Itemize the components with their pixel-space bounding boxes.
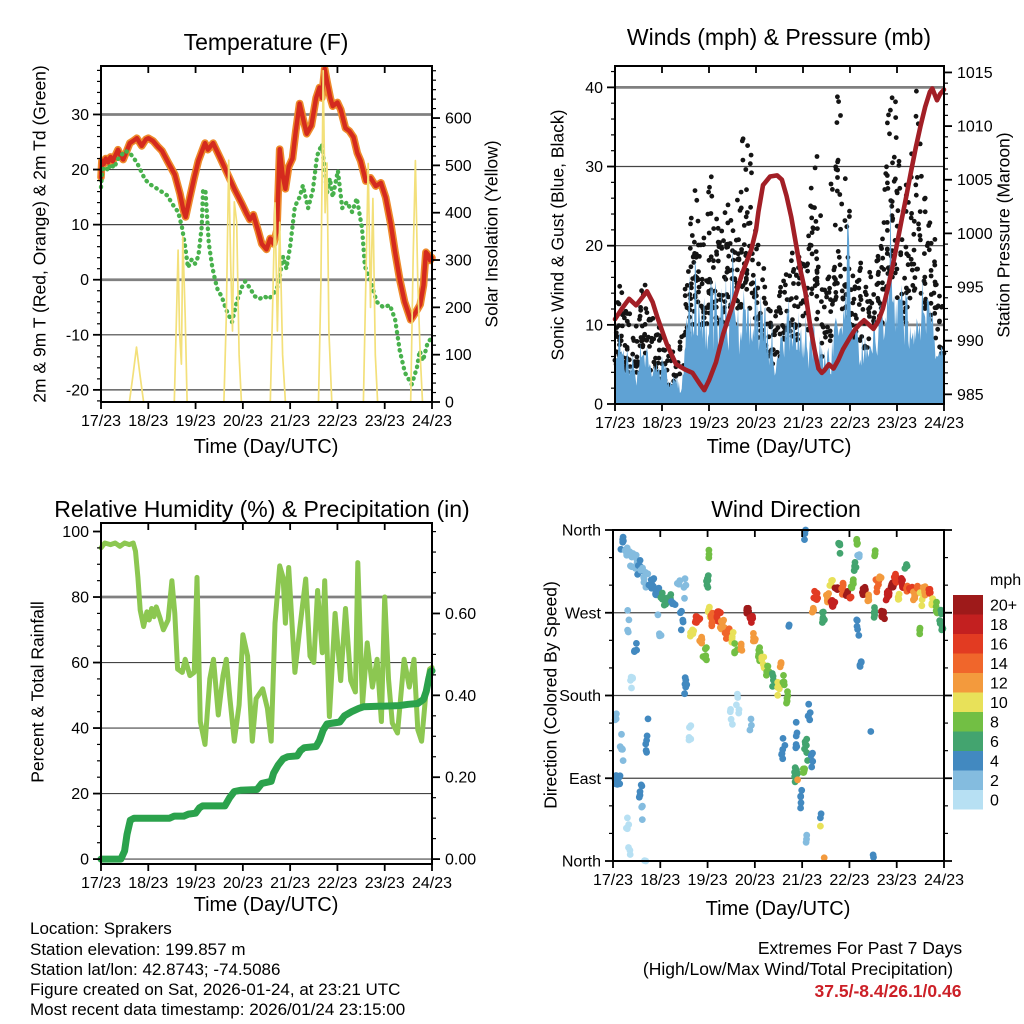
humidity-ylabel-left: Percent & Total Rainfall — [27, 601, 48, 783]
svg-text:40: 40 — [585, 79, 603, 97]
svg-text:600: 600 — [445, 110, 472, 128]
svg-text:-10: -10 — [65, 327, 89, 345]
svg-text:22/23: 22/23 — [829, 415, 871, 432]
svg-text:100: 100 — [445, 347, 472, 365]
winds-ylabel-left: Sonic Wind & Gust (Blue, Black) — [547, 109, 568, 361]
extremes-subtitle: (High/Low/Max Wind/Total Precipitation) — [642, 959, 954, 979]
svg-text:0: 0 — [80, 851, 89, 869]
svg-text:985: 985 — [957, 386, 984, 404]
svg-text:18/23: 18/23 — [641, 415, 683, 432]
svg-text:4: 4 — [990, 753, 999, 771]
svg-text:17/23: 17/23 — [80, 413, 122, 430]
svg-text:300: 300 — [445, 252, 472, 270]
svg-text:6: 6 — [990, 733, 999, 751]
svg-text:16: 16 — [990, 636, 1008, 654]
winds-ylabel-right: Station Pressure (Maroon) — [993, 132, 1014, 338]
extremes-title: Extremes For Past 7 Days — [757, 938, 963, 958]
humidity-chart-title: Relative Humidity (%) & Precipitation (in) — [54, 496, 470, 522]
svg-text:1000: 1000 — [957, 225, 993, 243]
svg-text:22/23: 22/23 — [317, 413, 358, 430]
svg-text:10: 10 — [990, 694, 1008, 712]
station-location: Location: Sprakers — [30, 919, 172, 938]
svg-text:17/23: 17/23 — [594, 415, 636, 432]
svg-text:23/23: 23/23 — [876, 415, 918, 432]
figure-created-timestamp: Figure created on Sat, 2026-01-24, at 23:21 UTC — [30, 980, 401, 999]
station-latlon: Station lat/lon: 42.8743; -74.5086 — [30, 960, 281, 979]
svg-text:1015: 1015 — [957, 64, 993, 82]
svg-text:20/23: 20/23 — [222, 413, 263, 430]
svg-text:23/23: 23/23 — [364, 413, 405, 430]
svg-text:17/23: 17/23 — [80, 875, 122, 892]
svg-text:19/23: 19/23 — [175, 875, 216, 892]
most-recent-data-timestamp: Most recent data timestamp: 2026/01/24 23:15:00 — [30, 1000, 406, 1019]
wind-direction-chart-title: Wind Direction — [711, 496, 861, 522]
svg-text:0: 0 — [594, 396, 603, 414]
svg-text:21/23: 21/23 — [782, 872, 823, 889]
svg-text:19/23: 19/23 — [175, 413, 216, 430]
svg-text:80: 80 — [71, 589, 89, 607]
temperature-ylabel-right: Solar Insolation (Yellow) — [481, 140, 502, 328]
svg-text:30: 30 — [71, 106, 89, 124]
svg-text:12: 12 — [990, 675, 1008, 693]
svg-text:South: South — [559, 688, 601, 705]
svg-text:19/23: 19/23 — [688, 415, 730, 432]
svg-text:24/23: 24/23 — [923, 872, 965, 889]
wind-direction-ylabel: Direction (Colored By Speed) — [540, 581, 561, 809]
svg-text:North: North — [561, 853, 601, 871]
svg-text:100: 100 — [62, 524, 89, 542]
svg-text:18/23: 18/23 — [640, 872, 681, 889]
temperature-xlabel: Time (Day/UTC) — [193, 436, 339, 458]
svg-text:21/23: 21/23 — [782, 415, 824, 432]
svg-text:23/23: 23/23 — [364, 875, 405, 892]
wind-direction-xlabel: Time (Day/UTC) — [705, 898, 851, 920]
svg-text:0: 0 — [990, 792, 999, 810]
svg-text:990: 990 — [957, 333, 984, 351]
svg-text:-20: -20 — [65, 382, 89, 400]
svg-text:21/23: 21/23 — [270, 875, 311, 892]
extremes-values: 37.5/-8.4/26.1/0.46 — [814, 981, 962, 1001]
svg-text:22/23: 22/23 — [829, 872, 870, 889]
svg-text:0.40: 0.40 — [445, 687, 477, 705]
svg-text:20: 20 — [71, 786, 89, 804]
svg-text:West: West — [564, 605, 601, 623]
svg-text:0: 0 — [445, 394, 454, 412]
svg-text:19/23: 19/23 — [687, 872, 728, 889]
svg-text:20+: 20+ — [990, 597, 1018, 615]
svg-text:40: 40 — [71, 720, 89, 738]
svg-text:1010: 1010 — [957, 118, 993, 136]
svg-text:20/23: 20/23 — [735, 415, 777, 432]
svg-text:18/23: 18/23 — [128, 413, 169, 430]
humidity-xlabel: Time (Day/UTC) — [193, 894, 339, 916]
legend-unit-label: mph — [990, 572, 1022, 589]
svg-text:200: 200 — [445, 299, 472, 317]
svg-text:20/23: 20/23 — [222, 875, 263, 892]
svg-text:24/23: 24/23 — [411, 413, 453, 430]
svg-text:0: 0 — [80, 272, 89, 290]
svg-text:1005: 1005 — [957, 172, 993, 190]
svg-text:14: 14 — [990, 655, 1008, 673]
svg-text:500: 500 — [445, 157, 472, 175]
svg-text:18: 18 — [990, 616, 1008, 634]
svg-text:8: 8 — [990, 714, 999, 732]
svg-text:20/23: 20/23 — [734, 872, 775, 889]
svg-text:24/23: 24/23 — [923, 415, 965, 432]
svg-text:East: East — [568, 770, 601, 788]
svg-text:10: 10 — [71, 217, 89, 235]
svg-text:400: 400 — [445, 205, 472, 223]
svg-text:0.20: 0.20 — [445, 769, 477, 787]
winds-chart-title: Winds (mph) & Pressure (mb) — [626, 24, 932, 50]
svg-text:18/23: 18/23 — [128, 875, 169, 892]
temperature-chart-title: Temperature (F) — [183, 29, 349, 55]
svg-text:995: 995 — [957, 279, 984, 297]
svg-text:20: 20 — [585, 238, 603, 256]
svg-text:24/23: 24/23 — [411, 875, 453, 892]
svg-text:0.60: 0.60 — [445, 605, 477, 623]
svg-text:17/23: 17/23 — [592, 872, 634, 889]
svg-text:60: 60 — [71, 655, 89, 673]
svg-text:2: 2 — [990, 772, 999, 790]
winds-xlabel: Time (Day/UTC) — [706, 436, 852, 458]
svg-text:21/23: 21/23 — [270, 413, 311, 430]
svg-text:22/23: 22/23 — [317, 875, 358, 892]
temperature-ylabel-left: 2m & 9m T (Red, Orange) & 2m Td (Green) — [29, 65, 50, 403]
station-elevation: Station elevation: 199.857 m — [30, 940, 246, 959]
svg-text:20: 20 — [71, 162, 89, 180]
svg-text:0.00: 0.00 — [445, 851, 477, 869]
svg-text:North: North — [561, 522, 601, 540]
svg-text:10: 10 — [585, 317, 603, 335]
svg-text:30: 30 — [585, 159, 603, 177]
svg-text:23/23: 23/23 — [876, 872, 917, 889]
